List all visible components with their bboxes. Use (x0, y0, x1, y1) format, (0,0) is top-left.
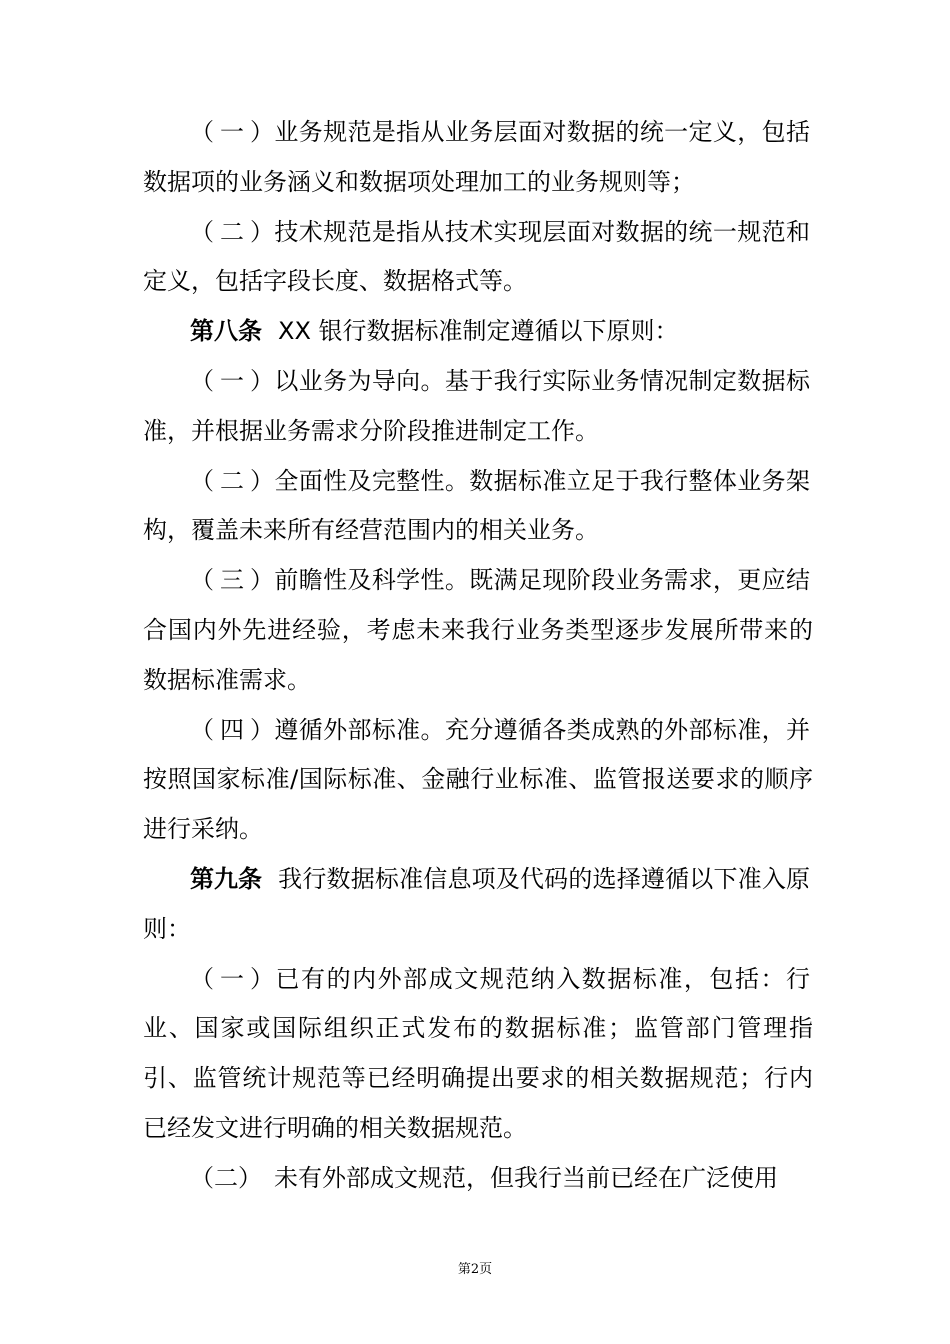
article-number: 第八条 (190, 317, 262, 346)
article-heading-line (190, 854, 810, 904)
line-text: 未有外部成文规范，但我行当前已经在广泛使用 (274, 1163, 778, 1192)
line-text: 引、监管统计规范等已经明确提出要求的相关数据规范；行内 (143, 1064, 813, 1093)
list-item-line (190, 555, 810, 605)
list-marker: （二） (190, 1163, 262, 1192)
line-text: 前瞻性及科学性。既满足现阶段业务需求，更应结 (274, 566, 810, 595)
line-text: XX 银行数据标准制定遵循以下原则： (278, 317, 679, 346)
text-line (143, 1003, 813, 1053)
list-item-line (190, 1153, 810, 1203)
list-marker: （二） (190, 466, 274, 495)
line-text: 数据标准需求。 (143, 665, 311, 694)
line-text: 合国内外先进经验，考虑未来我行业务类型逐步发展所带来的 (143, 616, 813, 644)
line-text: 已有的内外部成文规范纳入数据标准，包括：行 (274, 964, 810, 993)
text-line (143, 406, 813, 456)
list-marker: （一） (190, 118, 274, 146)
list-item-line (190, 356, 810, 406)
line-text: 业、国家或国际组织正式发布的数据标准；监管部门管理指 (143, 1014, 813, 1043)
page-number: 第2页 (457, 1262, 493, 1277)
line-text: 则： (143, 914, 191, 943)
list-item-line (190, 954, 810, 1004)
line-text: 业务规范是指从业务层面对数据的统一定义，包括 (274, 118, 810, 146)
line-text: 技术规范是指从技术实现层面对数据的统一规范和 (274, 217, 810, 246)
list-marker: （一） (190, 964, 274, 993)
text-line (143, 157, 813, 207)
article-heading-line (190, 306, 810, 356)
line-text: 进行采纳。 (143, 815, 263, 844)
line-text: 以业务为导向。基于我行实际业务情况制定数据标 (274, 367, 810, 395)
line-text: 准，并根据业务需求分阶段推进制定工作。 (143, 416, 599, 445)
line-text: 我行数据标准信息项及代码的选择遵循以下准入原 (278, 865, 810, 893)
list-marker: （二） (190, 217, 274, 246)
line-text: 定义，包括字段长度、数据格式等。 (143, 267, 527, 296)
text-line (143, 256, 813, 306)
text-line (143, 505, 813, 555)
line-text: 数据项的业务涵义和数据项处理加工的业务规则等； (143, 167, 695, 196)
list-marker: （四） (190, 715, 274, 744)
text-line (143, 904, 813, 954)
text-line (143, 605, 813, 655)
line-text: 已经发文进行明确的相关数据规范。 (143, 1114, 527, 1142)
article-number: 第九条 (190, 865, 262, 893)
list-item-line (190, 705, 810, 755)
list-marker: （一） (190, 367, 274, 395)
list-marker: （三） (190, 566, 274, 595)
text-line (143, 1103, 813, 1153)
line-text: 构，覆盖未来所有经营范围内的相关业务。 (143, 516, 599, 545)
list-item-line (190, 456, 810, 506)
list-item-line (190, 107, 810, 157)
text-line (143, 655, 813, 705)
text-line (143, 1053, 813, 1103)
line-text: 按照国家标准/国际标准、金融行业标准、监管报送要求的顺序 (143, 765, 813, 794)
text-line (143, 804, 813, 854)
line-text: 遵循外部标准。充分遵循各类成熟的外部标准，并 (274, 715, 810, 744)
list-item-line (190, 207, 810, 257)
text-line (143, 754, 813, 804)
line-text: 全面性及完整性。数据标准立足于我行整体业务架 (274, 466, 810, 495)
